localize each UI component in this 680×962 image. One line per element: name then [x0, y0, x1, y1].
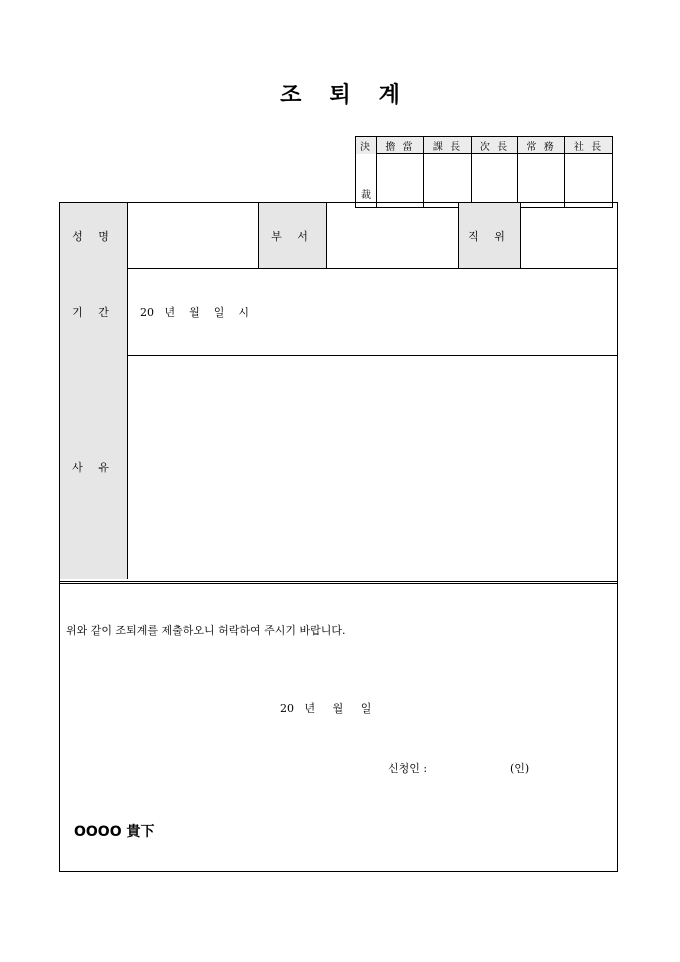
leave-form	[59, 202, 618, 872]
approval-label-top: 決	[356, 137, 377, 154]
seal-mark: (인)	[510, 762, 530, 775]
addressee: OOOO 貴下	[74, 824, 155, 840]
title-char-2: 퇴	[329, 82, 351, 108]
name-field[interactable]	[128, 203, 259, 268]
statement-section	[60, 581, 617, 871]
approval-sign-staff[interactable]	[377, 154, 424, 208]
approval-header-director: 常 務	[518, 137, 565, 154]
dept-label: 부 서	[259, 203, 327, 268]
title-char-3: 계	[378, 82, 400, 108]
applicant-label: 신청인 :	[388, 762, 428, 775]
approval-header-manager: 課 長	[424, 137, 472, 154]
approval-sign-deputy[interactable]	[472, 154, 518, 208]
period-label: 기 간	[60, 268, 128, 355]
approval-sign-manager[interactable]	[424, 154, 472, 208]
period-row	[60, 268, 617, 356]
approval-box	[355, 136, 613, 208]
statement-text: 위와 같이 조퇴계를 제출하오니 허락하여 주시기 바랍니다.	[66, 624, 346, 637]
approval-label-bottom: 裁	[356, 154, 377, 208]
title-char-1: 조	[280, 82, 302, 108]
reason-label: 사 유	[60, 355, 128, 579]
reason-field[interactable]	[128, 355, 617, 579]
info-row	[60, 203, 617, 269]
name-label: 성 명	[60, 203, 128, 268]
period-value[interactable]: 20 년 월 일 시	[140, 306, 249, 319]
date-line[interactable]: 20 년 월 일	[280, 702, 372, 715]
position-field[interactable]	[521, 203, 617, 268]
approval-header-deputy: 次 長	[472, 137, 518, 154]
approval-header-president: 社 長	[565, 137, 613, 154]
dept-field[interactable]	[327, 203, 459, 268]
approval-header-staff: 擔 當	[377, 137, 424, 154]
document-title	[0, 78, 680, 109]
position-label: 직 위	[459, 203, 521, 268]
approval-sign-director[interactable]	[518, 154, 565, 208]
reason-row	[60, 355, 617, 579]
approval-sign-president[interactable]	[565, 154, 613, 208]
